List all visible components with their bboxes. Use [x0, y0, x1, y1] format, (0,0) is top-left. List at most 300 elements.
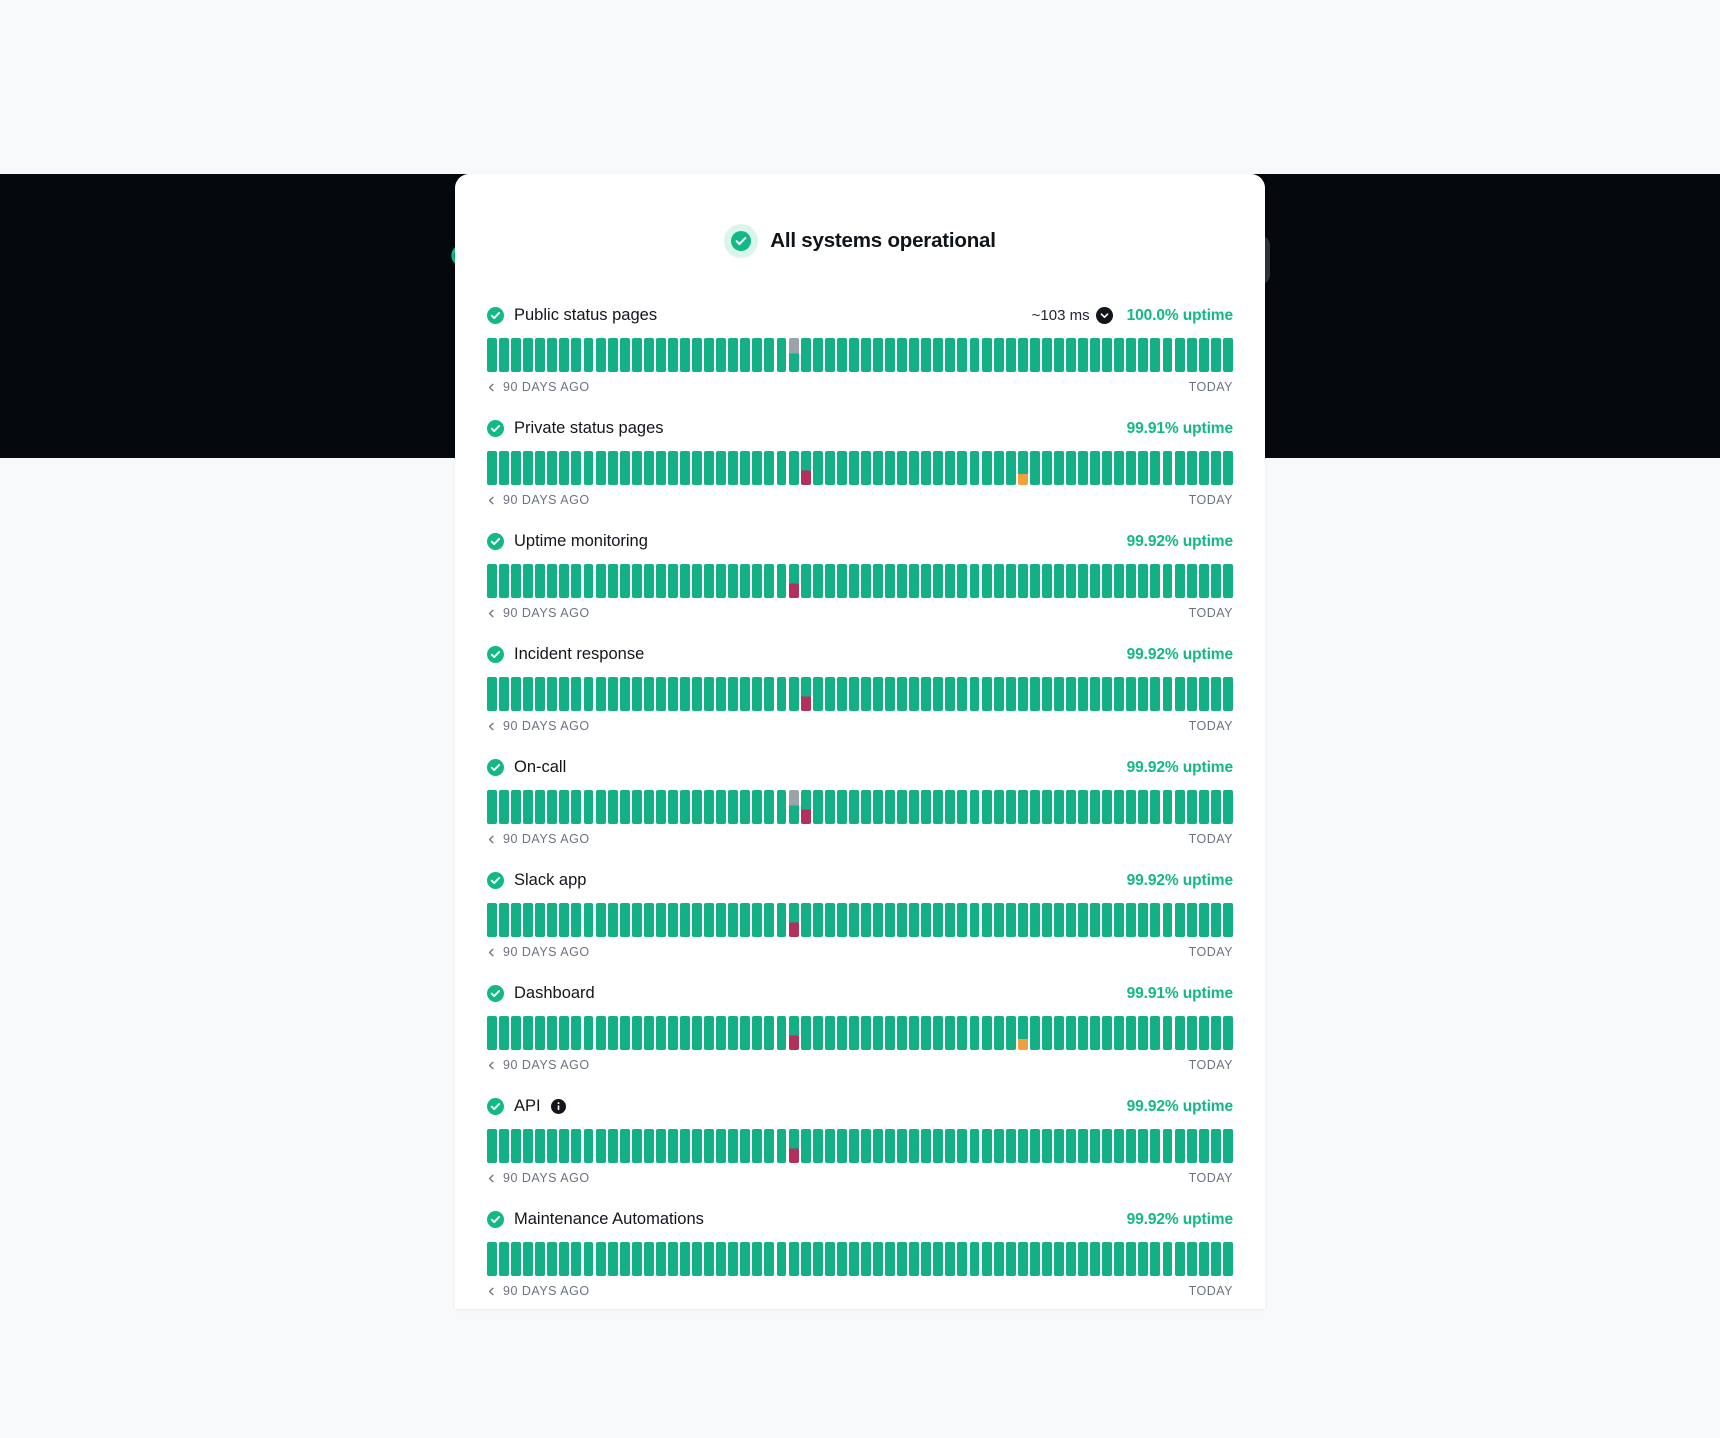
uptime-bar-day[interactable]	[1054, 1129, 1064, 1163]
uptime-bar-day[interactable]	[994, 1242, 1004, 1276]
uptime-bar-day[interactable]	[1187, 790, 1197, 824]
uptime-bar-day[interactable]	[680, 790, 690, 824]
uptime-bar-day[interactable]	[692, 338, 702, 372]
uptime-bar-day[interactable]	[1030, 903, 1040, 937]
uptime-bar-day[interactable]	[571, 1129, 581, 1163]
uptime-bar-day[interactable]	[1030, 1129, 1040, 1163]
uptime-bar-day[interactable]	[1102, 451, 1112, 485]
uptime-bar-day[interactable]	[704, 338, 714, 372]
uptime-bar-day[interactable]	[535, 903, 545, 937]
uptime-bar-day[interactable]	[1102, 1016, 1112, 1050]
uptime-bar-day[interactable]	[1018, 1242, 1028, 1276]
uptime-bar-day[interactable]	[716, 564, 726, 598]
uptime-bar-day[interactable]	[1102, 790, 1112, 824]
uptime-bar-day[interactable]	[680, 1016, 690, 1050]
uptime-bar-day[interactable]	[837, 903, 847, 937]
latency-toggle[interactable]	[1032, 307, 1113, 324]
uptime-bar-day[interactable]	[1018, 338, 1028, 372]
uptime-bar-day[interactable]	[945, 790, 955, 824]
uptime-bar-day[interactable]	[1150, 564, 1160, 598]
uptime-bar-day[interactable]	[982, 451, 992, 485]
uptime-bar-day[interactable]	[1211, 338, 1221, 372]
uptime-bar-day[interactable]	[1138, 1129, 1148, 1163]
uptime-bar-day[interactable]	[656, 451, 666, 485]
uptime-bar-day[interactable]	[1054, 790, 1064, 824]
uptime-bar-day[interactable]	[547, 451, 557, 485]
uptime-bar-day[interactable]	[982, 564, 992, 598]
uptime-bar-day[interactable]	[897, 1242, 907, 1276]
uptime-bar-day[interactable]	[789, 677, 799, 711]
uptime-bar-day[interactable]	[1018, 1129, 1028, 1163]
uptime-bar-day[interactable]	[1090, 1129, 1100, 1163]
uptime-bar-day[interactable]	[1150, 677, 1160, 711]
uptime-bar-day[interactable]	[740, 1016, 750, 1050]
uptime-bar-day[interactable]	[716, 1129, 726, 1163]
uptime-bar-day[interactable]	[909, 790, 919, 824]
uptime-bar-day[interactable]	[644, 564, 654, 598]
uptime-bar-day[interactable]	[680, 1129, 690, 1163]
uptime-bar-day[interactable]	[487, 564, 497, 598]
uptime-bar-day[interactable]	[909, 903, 919, 937]
uptime-bar-day[interactable]	[511, 564, 521, 598]
uptime-bar-day[interactable]	[1150, 1242, 1160, 1276]
uptime-bar-day[interactable]	[764, 564, 774, 598]
uptime-bar-day[interactable]	[596, 564, 606, 598]
uptime-bar-day[interactable]	[535, 338, 545, 372]
uptime-bar-day[interactable]	[692, 1016, 702, 1050]
uptime-bar-day[interactable]	[1163, 564, 1173, 598]
uptime-bar-day[interactable]	[921, 1016, 931, 1050]
uptime-bar-day[interactable]	[620, 451, 630, 485]
uptime-bar-day[interactable]	[873, 451, 883, 485]
uptime-bar-day[interactable]	[897, 677, 907, 711]
uptime-bar-day[interactable]	[825, 1242, 835, 1276]
uptime-bar-day[interactable]	[752, 790, 762, 824]
uptime-bar-day[interactable]	[764, 1016, 774, 1050]
uptime-bar-day[interactable]	[584, 451, 594, 485]
uptime-bar-day[interactable]	[716, 338, 726, 372]
uptime-bar-day[interactable]	[656, 903, 666, 937]
uptime-bar-day[interactable]	[487, 1129, 497, 1163]
uptime-bar-day[interactable]	[933, 903, 943, 937]
uptime-bar-day[interactable]	[777, 1129, 787, 1163]
uptime-bar-day[interactable]	[608, 451, 618, 485]
uptime-bar-day[interactable]	[897, 564, 907, 598]
uptime-bar-day[interactable]	[704, 451, 714, 485]
uptime-bar-day[interactable]	[849, 1129, 859, 1163]
uptime-bar-day[interactable]	[584, 1016, 594, 1050]
uptime-bar-day[interactable]	[1175, 1242, 1185, 1276]
uptime-bar-day[interactable]	[1006, 903, 1016, 937]
uptime-bar-day[interactable]	[813, 338, 823, 372]
uptime-bar-day[interactable]	[849, 1016, 859, 1050]
uptime-bar-day[interactable]	[704, 677, 714, 711]
uptime-bar-day[interactable]	[885, 677, 895, 711]
uptime-bar-day[interactable]	[1211, 1016, 1221, 1050]
uptime-bar-day[interactable]	[1138, 451, 1148, 485]
uptime-bar-day[interactable]	[1078, 451, 1088, 485]
uptime-bar-day[interactable]	[764, 451, 774, 485]
uptime-bar-day[interactable]	[704, 790, 714, 824]
uptime-bar-day[interactable]	[957, 903, 967, 937]
uptime-bar-day[interactable]	[692, 1242, 702, 1276]
uptime-bar-day[interactable]	[789, 790, 799, 824]
uptime-bar-day[interactable]	[1006, 564, 1016, 598]
uptime-bar-day[interactable]	[559, 1242, 569, 1276]
uptime-bar-day[interactable]	[620, 903, 630, 937]
uptime-bar-day[interactable]	[1126, 1016, 1136, 1050]
uptime-bar-day[interactable]	[1042, 1129, 1052, 1163]
uptime-bar-day[interactable]	[608, 790, 618, 824]
uptime-bar-day[interactable]	[921, 564, 931, 598]
uptime-bar-day[interactable]	[1126, 903, 1136, 937]
uptime-bar-day[interactable]	[1102, 1242, 1112, 1276]
uptime-bar-day[interactable]	[596, 677, 606, 711]
uptime-bar-day[interactable]	[535, 790, 545, 824]
uptime-bar-day[interactable]	[1054, 903, 1064, 937]
uptime-bar-day[interactable]	[1042, 790, 1052, 824]
uptime-bar-day[interactable]	[1138, 338, 1148, 372]
uptime-bar-day[interactable]	[1175, 903, 1185, 937]
uptime-bar-day[interactable]	[620, 1242, 630, 1276]
uptime-bar-day[interactable]	[584, 564, 594, 598]
uptime-bar-day[interactable]	[584, 338, 594, 372]
uptime-bar-day[interactable]	[825, 338, 835, 372]
uptime-bar-day[interactable]	[885, 451, 895, 485]
uptime-bar-day[interactable]	[1006, 677, 1016, 711]
uptime-bar-day[interactable]	[523, 1129, 533, 1163]
uptime-bar-day[interactable]	[921, 1129, 931, 1163]
uptime-bar-day[interactable]	[620, 1129, 630, 1163]
uptime-bar-day[interactable]	[1187, 1016, 1197, 1050]
uptime-bar-day[interactable]	[801, 1016, 811, 1050]
uptime-bar-day[interactable]	[1078, 903, 1088, 937]
uptime-bar-day[interactable]	[764, 903, 774, 937]
uptime-bar-day[interactable]	[608, 903, 618, 937]
uptime-bar-day[interactable]	[596, 1016, 606, 1050]
uptime-bar-day[interactable]	[728, 1016, 738, 1050]
uptime-bar-day[interactable]	[849, 677, 859, 711]
legend-start[interactable]	[487, 1171, 590, 1185]
uptime-bar-day[interactable]	[1211, 1129, 1221, 1163]
uptime-bar-day[interactable]	[873, 677, 883, 711]
uptime-bar-day[interactable]	[1042, 338, 1052, 372]
chevron-left-icon[interactable]	[487, 609, 496, 618]
uptime-bar-day[interactable]	[1126, 451, 1136, 485]
uptime-bar-day[interactable]	[813, 1129, 823, 1163]
uptime-bar-day[interactable]	[970, 451, 980, 485]
uptime-bar-day[interactable]	[921, 677, 931, 711]
uptime-bar-day[interactable]	[813, 1242, 823, 1276]
uptime-bar-day[interactable]	[487, 451, 497, 485]
uptime-bar-day[interactable]	[957, 1016, 967, 1050]
uptime-bar-day[interactable]	[777, 790, 787, 824]
chevron-left-icon[interactable]	[487, 383, 496, 392]
uptime-bar-day[interactable]	[752, 564, 762, 598]
uptime-bar-day[interactable]	[897, 338, 907, 372]
uptime-bar-day[interactable]	[1211, 677, 1221, 711]
uptime-bar-day[interactable]	[1150, 338, 1160, 372]
uptime-bar-day[interactable]	[1114, 1016, 1124, 1050]
uptime-bar-day[interactable]	[559, 1016, 569, 1050]
uptime-bar-day[interactable]	[1102, 1129, 1112, 1163]
uptime-bar-day[interactable]	[1078, 564, 1088, 598]
uptime-bar-day[interactable]	[1006, 451, 1016, 485]
uptime-bar-day[interactable]	[1175, 451, 1185, 485]
uptime-bar-day[interactable]	[861, 1016, 871, 1050]
uptime-bar-day[interactable]	[487, 790, 497, 824]
uptime-bar-day[interactable]	[994, 677, 1004, 711]
uptime-bar-day[interactable]	[740, 1242, 750, 1276]
uptime-bar-day[interactable]	[571, 1242, 581, 1276]
uptime-bar-day[interactable]	[632, 1016, 642, 1050]
uptime-bar-day[interactable]	[656, 564, 666, 598]
uptime-bar-day[interactable]	[559, 564, 569, 598]
uptime-bar-day[interactable]	[1187, 564, 1197, 598]
uptime-bar-day[interactable]	[1054, 338, 1064, 372]
uptime-bar-day[interactable]	[644, 677, 654, 711]
uptime-bar-day[interactable]	[933, 790, 943, 824]
uptime-bar-day[interactable]	[1102, 677, 1112, 711]
uptime-bar-day[interactable]	[668, 903, 678, 937]
chevron-left-icon[interactable]	[487, 1061, 496, 1070]
uptime-bar-day[interactable]	[704, 903, 714, 937]
uptime-bar-day[interactable]	[511, 338, 521, 372]
uptime-bar-day[interactable]	[680, 677, 690, 711]
uptime-bar-day[interactable]	[1114, 338, 1124, 372]
uptime-bar-day[interactable]	[1163, 338, 1173, 372]
uptime-bar-day[interactable]	[837, 1129, 847, 1163]
chevron-left-icon[interactable]	[487, 722, 496, 731]
uptime-bar-day[interactable]	[692, 903, 702, 937]
uptime-bar-day[interactable]	[668, 564, 678, 598]
uptime-bar-day[interactable]	[945, 564, 955, 598]
uptime-bar-day[interactable]	[1054, 677, 1064, 711]
legend-start[interactable]	[487, 832, 590, 846]
uptime-bar-day[interactable]	[571, 564, 581, 598]
uptime-bar-day[interactable]	[1018, 564, 1028, 598]
uptime-bar-day[interactable]	[511, 790, 521, 824]
uptime-bar-day[interactable]	[1126, 338, 1136, 372]
uptime-bar-day[interactable]	[837, 564, 847, 598]
uptime-bar-day[interactable]	[897, 451, 907, 485]
uptime-bar-day[interactable]	[1199, 903, 1209, 937]
uptime-bar-day[interactable]	[1066, 790, 1076, 824]
uptime-bar-day[interactable]	[861, 1129, 871, 1163]
uptime-bar-day[interactable]	[584, 677, 594, 711]
uptime-bar-day[interactable]	[487, 338, 497, 372]
uptime-bar-day[interactable]	[873, 1129, 883, 1163]
uptime-bar-day[interactable]	[849, 338, 859, 372]
uptime-bar-day[interactable]	[873, 1016, 883, 1050]
uptime-bar-day[interactable]	[1199, 677, 1209, 711]
uptime-bar-day[interactable]	[861, 677, 871, 711]
uptime-bar-day[interactable]	[970, 1129, 980, 1163]
uptime-bar-day[interactable]	[1187, 677, 1197, 711]
uptime-bar-day[interactable]	[523, 338, 533, 372]
uptime-bar-day[interactable]	[897, 1016, 907, 1050]
uptime-bar-day[interactable]	[644, 451, 654, 485]
uptime-bar-day[interactable]	[945, 451, 955, 485]
uptime-bar-day[interactable]	[970, 790, 980, 824]
uptime-bar-day[interactable]	[873, 790, 883, 824]
uptime-bar-day[interactable]	[873, 903, 883, 937]
uptime-bar-day[interactable]	[861, 1242, 871, 1276]
uptime-bar-day[interactable]	[668, 677, 678, 711]
uptime-bar-day[interactable]	[716, 677, 726, 711]
uptime-bar-day[interactable]	[994, 790, 1004, 824]
uptime-bar-day[interactable]	[1163, 790, 1173, 824]
uptime-bar-day[interactable]	[1006, 790, 1016, 824]
uptime-bar-day[interactable]	[777, 564, 787, 598]
uptime-bar-day[interactable]	[1114, 903, 1124, 937]
uptime-bar-day[interactable]	[909, 338, 919, 372]
uptime-bar-day[interactable]	[1138, 677, 1148, 711]
uptime-bar-day[interactable]	[1223, 790, 1233, 824]
uptime-bar-day[interactable]	[716, 1016, 726, 1050]
uptime-bar-day[interactable]	[752, 1016, 762, 1050]
uptime-bar-day[interactable]	[1187, 451, 1197, 485]
uptime-bar-day[interactable]	[849, 1242, 859, 1276]
uptime-bar-day[interactable]	[1138, 564, 1148, 598]
uptime-bar-day[interactable]	[957, 677, 967, 711]
uptime-bar-day[interactable]	[1102, 903, 1112, 937]
uptime-bar-day[interactable]	[740, 1129, 750, 1163]
uptime-bar-day[interactable]	[1175, 564, 1185, 598]
uptime-bar-day[interactable]	[909, 677, 919, 711]
uptime-bar-day[interactable]	[1078, 1016, 1088, 1050]
uptime-bar-day[interactable]	[535, 1242, 545, 1276]
uptime-bar-day[interactable]	[982, 1129, 992, 1163]
uptime-bar-day[interactable]	[789, 564, 799, 598]
uptime-bar-day[interactable]	[1126, 677, 1136, 711]
uptime-bar-day[interactable]	[1054, 451, 1064, 485]
uptime-bar-day[interactable]	[982, 790, 992, 824]
uptime-bar-day[interactable]	[596, 790, 606, 824]
uptime-bar-day[interactable]	[1078, 790, 1088, 824]
uptime-bar-day[interactable]	[777, 1016, 787, 1050]
uptime-bar-day[interactable]	[1199, 790, 1209, 824]
uptime-bar-day[interactable]	[801, 1242, 811, 1276]
uptime-bar-day[interactable]	[1150, 903, 1160, 937]
uptime-bar-day[interactable]	[1054, 564, 1064, 598]
uptime-bar-day[interactable]	[499, 903, 509, 937]
uptime-bar-day[interactable]	[957, 338, 967, 372]
uptime-bar-day[interactable]	[897, 1129, 907, 1163]
uptime-bar-day[interactable]	[837, 1242, 847, 1276]
uptime-bar-day[interactable]	[1006, 1242, 1016, 1276]
uptime-bar-day[interactable]	[1054, 1242, 1064, 1276]
uptime-bar-day[interactable]	[523, 903, 533, 937]
uptime-bar-day[interactable]	[970, 564, 980, 598]
uptime-bar-day[interactable]	[596, 451, 606, 485]
uptime-bar-day[interactable]	[1102, 564, 1112, 598]
uptime-bar-day[interactable]	[801, 564, 811, 598]
uptime-bar-day[interactable]	[777, 338, 787, 372]
uptime-bar-day[interactable]	[571, 677, 581, 711]
uptime-bar-day[interactable]	[1090, 790, 1100, 824]
uptime-bar-day[interactable]	[1114, 1242, 1124, 1276]
uptime-bar-day[interactable]	[608, 564, 618, 598]
uptime-bar-day[interactable]	[728, 677, 738, 711]
uptime-bar-day[interactable]	[752, 451, 762, 485]
uptime-bar-day[interactable]	[511, 903, 521, 937]
uptime-bar-day[interactable]	[825, 790, 835, 824]
uptime-bar-day[interactable]	[692, 1129, 702, 1163]
uptime-bar-day[interactable]	[632, 790, 642, 824]
uptime-bar-day[interactable]	[632, 564, 642, 598]
uptime-bar-day[interactable]	[1090, 338, 1100, 372]
uptime-bar-day[interactable]	[982, 1016, 992, 1050]
uptime-bar-day[interactable]	[1150, 1129, 1160, 1163]
legend-start[interactable]	[487, 493, 590, 507]
uptime-bar-day[interactable]	[837, 790, 847, 824]
uptime-bar-day[interactable]	[825, 1129, 835, 1163]
uptime-bar-day[interactable]	[1138, 903, 1148, 937]
uptime-bar-day[interactable]	[752, 1129, 762, 1163]
uptime-bar-day[interactable]	[547, 564, 557, 598]
uptime-bar-day[interactable]	[1175, 1129, 1185, 1163]
uptime-bar-day[interactable]	[656, 338, 666, 372]
uptime-bar-day[interactable]	[680, 338, 690, 372]
uptime-bar-day[interactable]	[596, 1242, 606, 1276]
uptime-bar-day[interactable]	[1187, 1242, 1197, 1276]
legend-start[interactable]	[487, 945, 590, 959]
uptime-bar-day[interactable]	[499, 564, 509, 598]
uptime-bar-day[interactable]	[1211, 564, 1221, 598]
uptime-bar-day[interactable]	[982, 338, 992, 372]
uptime-bar-day[interactable]	[511, 1016, 521, 1050]
uptime-bar-day[interactable]	[1102, 338, 1112, 372]
uptime-bar-day[interactable]	[764, 1242, 774, 1276]
uptime-bar-day[interactable]	[909, 1129, 919, 1163]
uptime-bar-day[interactable]	[1223, 1242, 1233, 1276]
uptime-bar-day[interactable]	[994, 1016, 1004, 1050]
uptime-bar-day[interactable]	[1114, 790, 1124, 824]
uptime-bar-day[interactable]	[1223, 338, 1233, 372]
uptime-bar-day[interactable]	[982, 903, 992, 937]
uptime-bar-day[interactable]	[740, 564, 750, 598]
uptime-bar-day[interactable]	[644, 790, 654, 824]
uptime-bar-day[interactable]	[861, 790, 871, 824]
uptime-bar-day[interactable]	[511, 677, 521, 711]
uptime-bar-day[interactable]	[559, 338, 569, 372]
uptime-bar-day[interactable]	[632, 677, 642, 711]
uptime-bar-day[interactable]	[1090, 677, 1100, 711]
uptime-bar-day[interactable]	[1018, 1016, 1028, 1050]
uptime-bar-day[interactable]	[523, 1242, 533, 1276]
uptime-bar-day[interactable]	[620, 564, 630, 598]
uptime-bar-day[interactable]	[1187, 1129, 1197, 1163]
uptime-bar-day[interactable]	[885, 1129, 895, 1163]
uptime-bar-day[interactable]	[559, 790, 569, 824]
uptime-bar-day[interactable]	[789, 1129, 799, 1163]
uptime-bar-day[interactable]	[970, 677, 980, 711]
uptime-bar-day[interactable]	[921, 903, 931, 937]
uptime-bar-day[interactable]	[668, 338, 678, 372]
uptime-bar-day[interactable]	[837, 677, 847, 711]
uptime-bar-day[interactable]	[1163, 677, 1173, 711]
uptime-bar-day[interactable]	[1211, 790, 1221, 824]
uptime-bar-day[interactable]	[1138, 1016, 1148, 1050]
uptime-bar-day[interactable]	[777, 1242, 787, 1276]
uptime-bar-day[interactable]	[511, 451, 521, 485]
uptime-bar-day[interactable]	[1211, 903, 1221, 937]
uptime-bar-day[interactable]	[487, 1242, 497, 1276]
uptime-bar-day[interactable]	[559, 1129, 569, 1163]
uptime-bar-day[interactable]	[801, 903, 811, 937]
uptime-bar-day[interactable]	[644, 338, 654, 372]
